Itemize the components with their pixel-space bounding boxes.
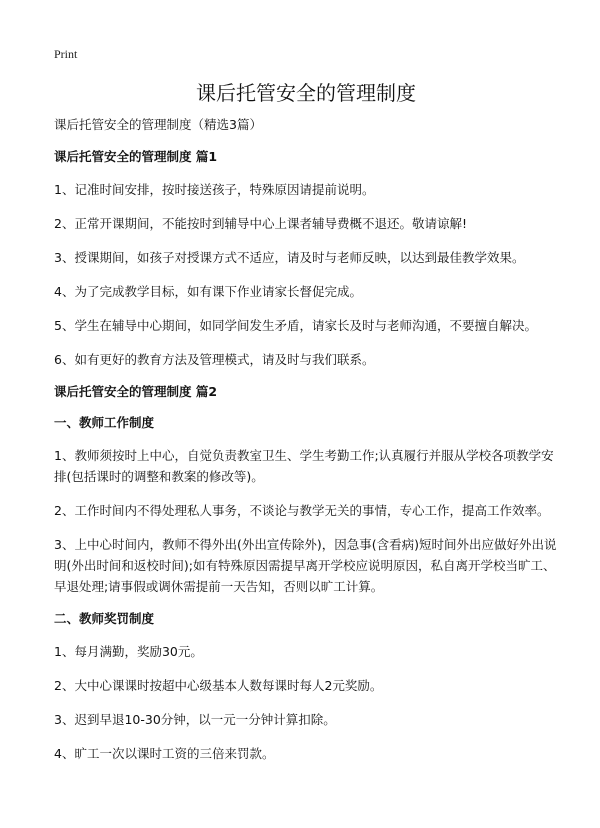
- teacher-work-rule-1: 1、教师须按时上中心，自觉负责教室卫生、学生考勤工作;认真履行并服从学校各项教学安排(包括课时的调整和教案的修改等)。: [54, 448, 554, 484]
- teacher-work-rule-3: 3、上中心时间内，教师不得外出(外出宣传除外)，因急事(含看病)短时间外出应做好外出说明(外出时间和返校时间);如有特殊原因需提早离开学校应说明原因，私自离开学校当旷工、早退处理;请事假或调休需提前一天告知，否则以旷工计算。: [54, 537, 557, 594]
- document-subtitle: 课后托管安全的管理制度（精选3篇）: [54, 117, 262, 132]
- part1-item-6: 6、如有更好的教育方法及管理模式，请及时与我们联系。: [54, 352, 375, 367]
- reward-penalty-rule-4: 4、旷工一次以课时工资的三倍来罚款。: [54, 746, 275, 761]
- document-title: 课后托管安全的管理制度: [196, 81, 416, 105]
- part1-item-1: 1、记准时间安排，按时接送孩子，特殊原因请提前说明。: [54, 182, 375, 197]
- print-label: Print: [54, 47, 78, 61]
- reward-penalty-heading: 二、教师奖罚制度: [54, 611, 155, 626]
- reward-penalty-rule-2: 2、大中心课课时按超中心级基本人数每课时每人2元奖励。: [54, 678, 383, 693]
- part1-item-4: 4、为了完成教学目标，如有课下作业请家长督促完成。: [54, 284, 362, 299]
- teacher-work-rule-2: 2、工作时间内不得处理私人事务，不谈论与教学无关的事情，专心工作，提高工作效率。: [54, 503, 550, 518]
- teacher-work-rules-heading: 一、教师工作制度: [54, 415, 155, 430]
- part1-item-3: 3、授课期间，如孩子对授课方式不适应，请及时与老师反映，以达到最佳教学效果。: [54, 250, 525, 265]
- part2-heading: 课后托管安全的管理制度 篇2: [54, 384, 218, 399]
- part1-item-5: 5、学生在辅导中心期间，如同学间发生矛盾，请家长及时与老师沟通，不要擅自解决。: [54, 318, 537, 333]
- part1-heading: 课后托管安全的管理制度 篇1: [54, 149, 218, 164]
- part1-item-2: 2、正常开课期间，不能按时到辅导中心上课者辅导费概不退还。敬请谅解!: [54, 216, 467, 231]
- reward-penalty-rule-3: 3、迟到早退10-30分钟，以一元一分钟计算扣除。: [54, 712, 336, 727]
- reward-penalty-rule-1: 1、每月满勤，奖励30元。: [54, 644, 203, 659]
